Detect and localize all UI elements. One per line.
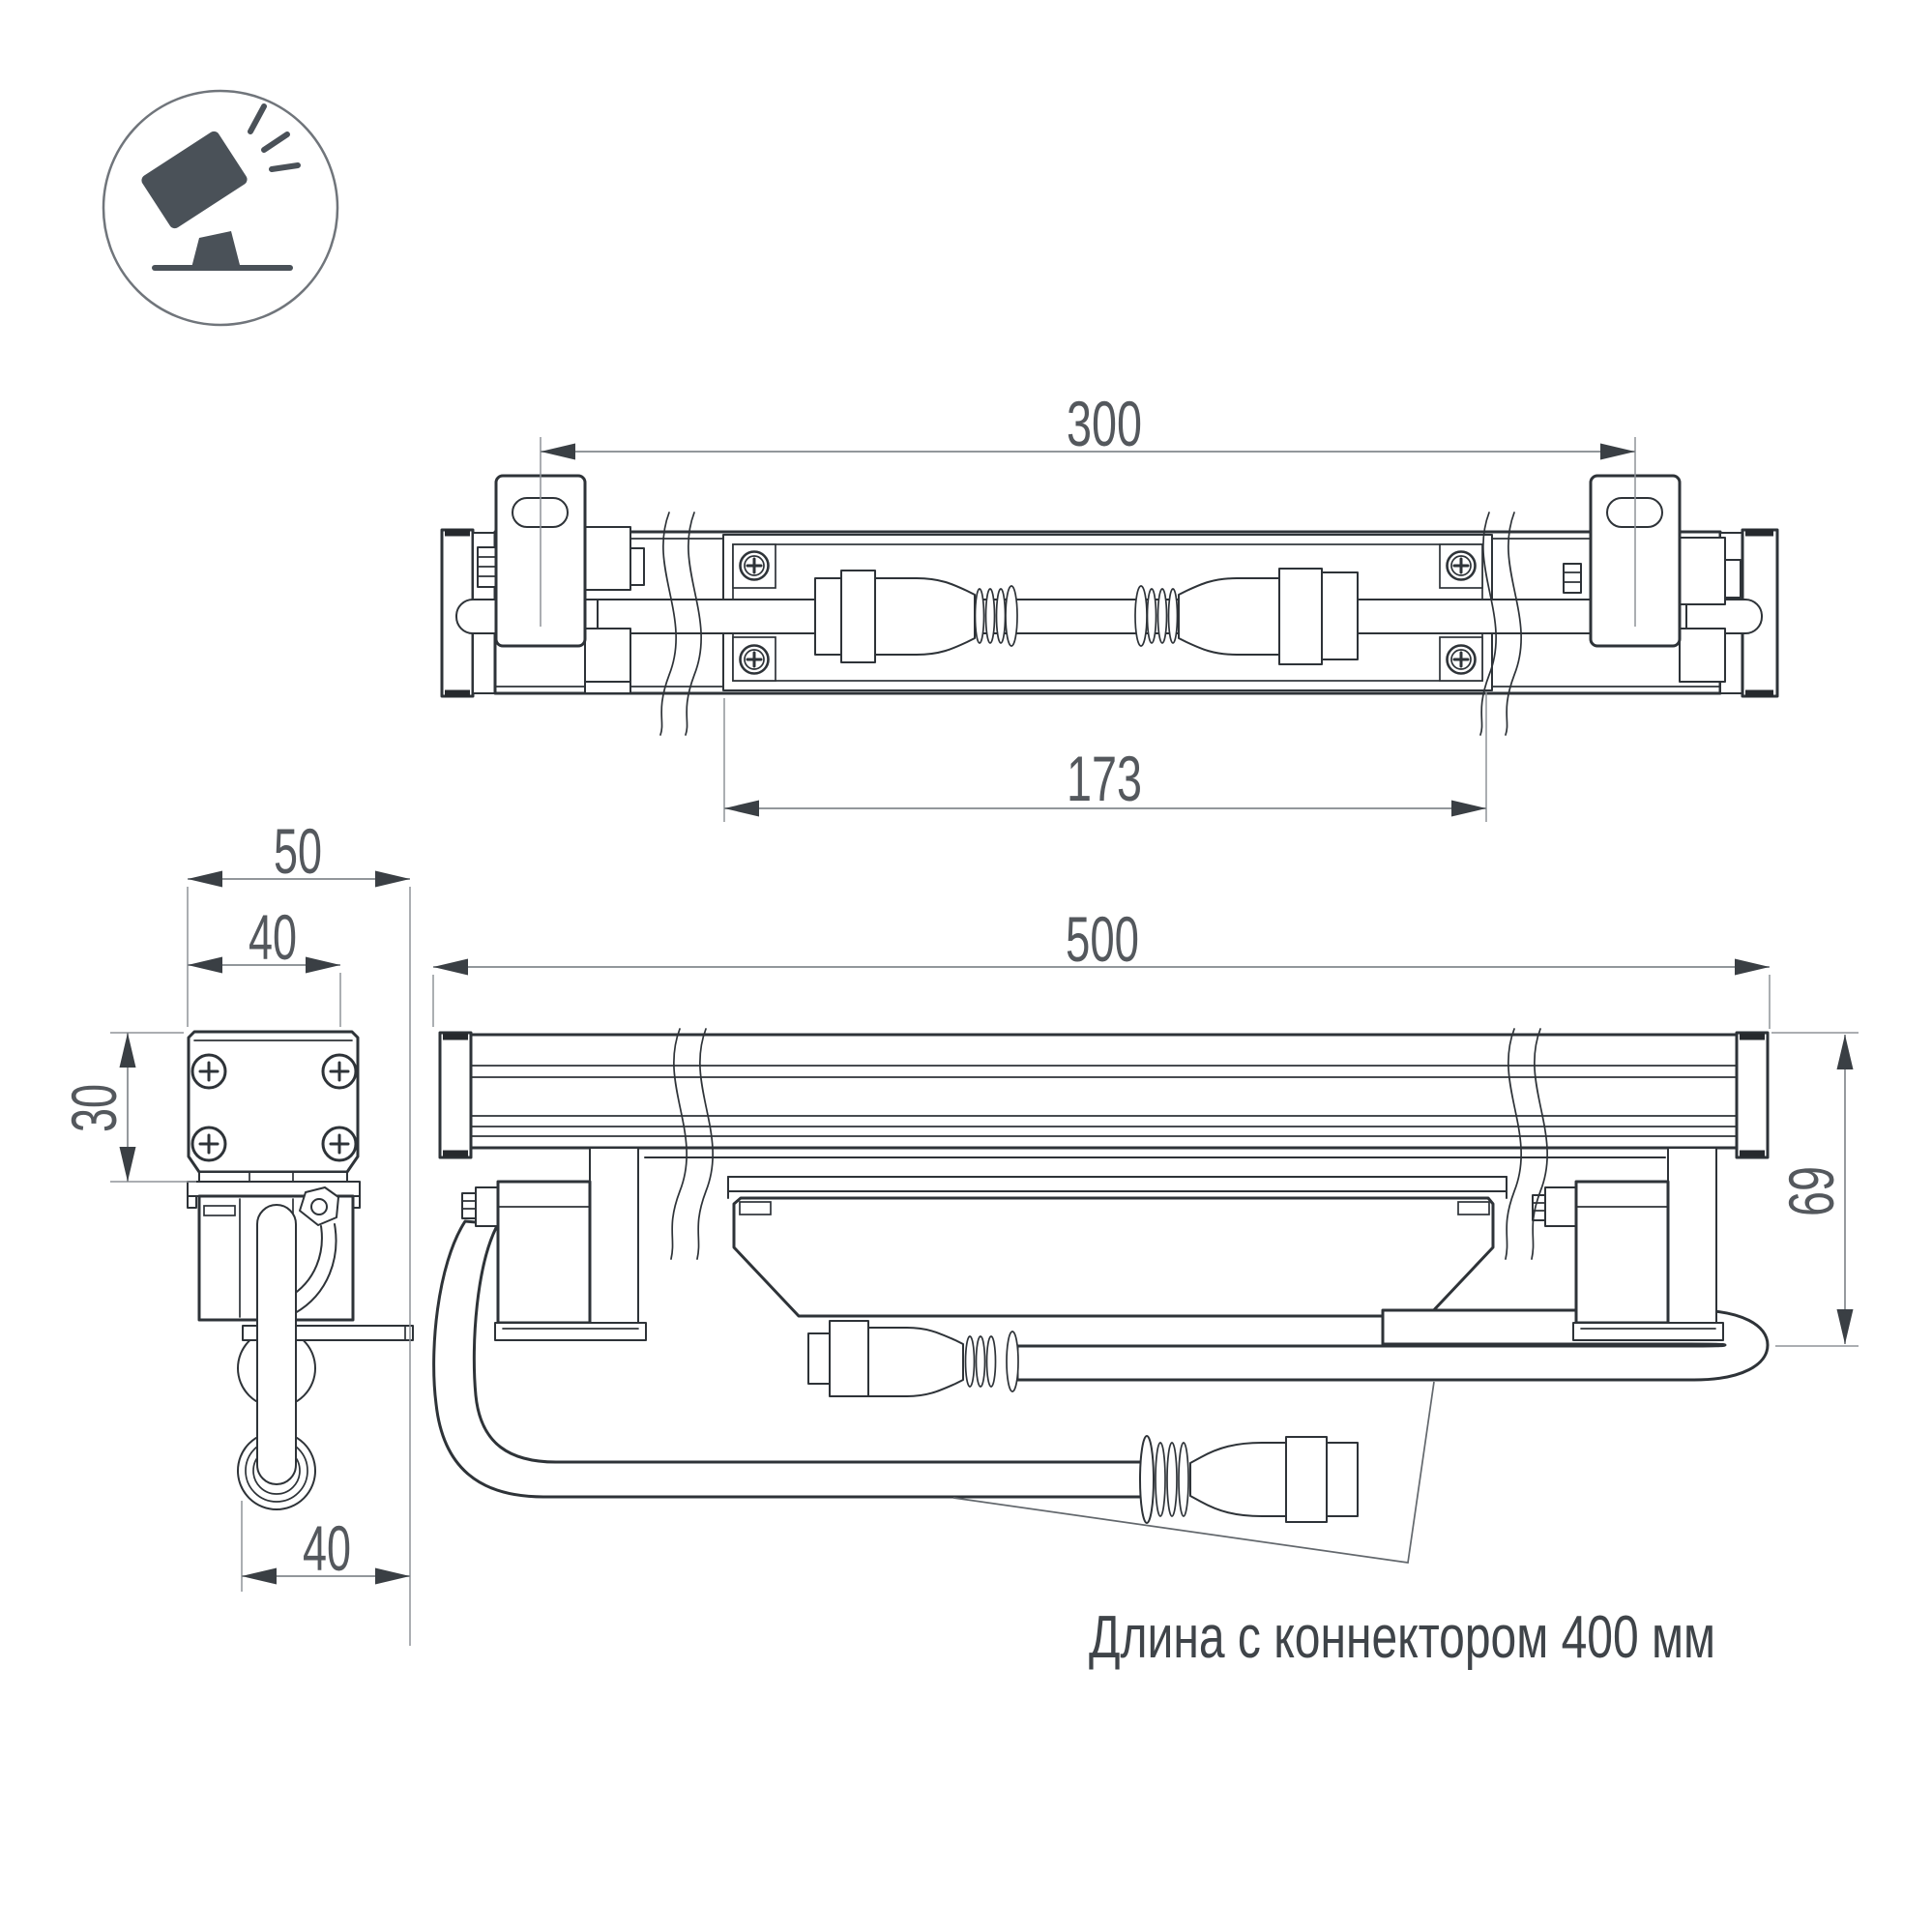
cable xyxy=(257,1205,296,1484)
cable xyxy=(456,600,1762,633)
screw-icon xyxy=(741,552,769,580)
icon-circle xyxy=(103,91,337,325)
screw-icon xyxy=(192,1127,225,1160)
dimension-173 xyxy=(724,692,1486,822)
connector-female xyxy=(1140,1436,1358,1523)
screw-icon xyxy=(741,646,769,674)
light-ray-icon xyxy=(272,165,298,169)
dimension-label-40-bottom: 40 xyxy=(303,1512,351,1584)
dimension-label-300: 300 xyxy=(1067,388,1142,459)
dimension-500 xyxy=(433,903,1770,1029)
driver-box xyxy=(734,1198,1493,1316)
side-view xyxy=(433,903,1859,1563)
dimension-label-30: 30 xyxy=(58,1061,130,1132)
end-view xyxy=(58,815,413,1646)
end-cap xyxy=(1737,1033,1768,1157)
top-view xyxy=(442,388,1777,822)
screw-icon xyxy=(323,1055,356,1088)
dimension-69 xyxy=(1771,1033,1859,1346)
tube-body xyxy=(471,1035,1737,1148)
dimension-40-bottom xyxy=(242,1501,410,1592)
dimension-label-69: 69 xyxy=(1775,1145,1847,1216)
dimension-label-50: 50 xyxy=(274,815,322,887)
cable-length-note: Длина с коннектором 400 мм xyxy=(1089,1604,1715,1671)
dimension-40-top xyxy=(188,901,340,1027)
screw-icon xyxy=(1448,646,1476,674)
dimension-label-40: 40 xyxy=(249,901,297,973)
screw-icon xyxy=(323,1127,356,1160)
screw-icon xyxy=(192,1055,225,1088)
screw-icon xyxy=(1448,552,1476,580)
product-type-icon xyxy=(103,91,337,325)
end-cap xyxy=(440,1033,471,1157)
connector-male xyxy=(808,1321,1018,1396)
dimension-label-500: 500 xyxy=(1066,903,1139,975)
dimension-label-173: 173 xyxy=(1067,743,1142,814)
dimension-30 xyxy=(58,1033,196,1182)
